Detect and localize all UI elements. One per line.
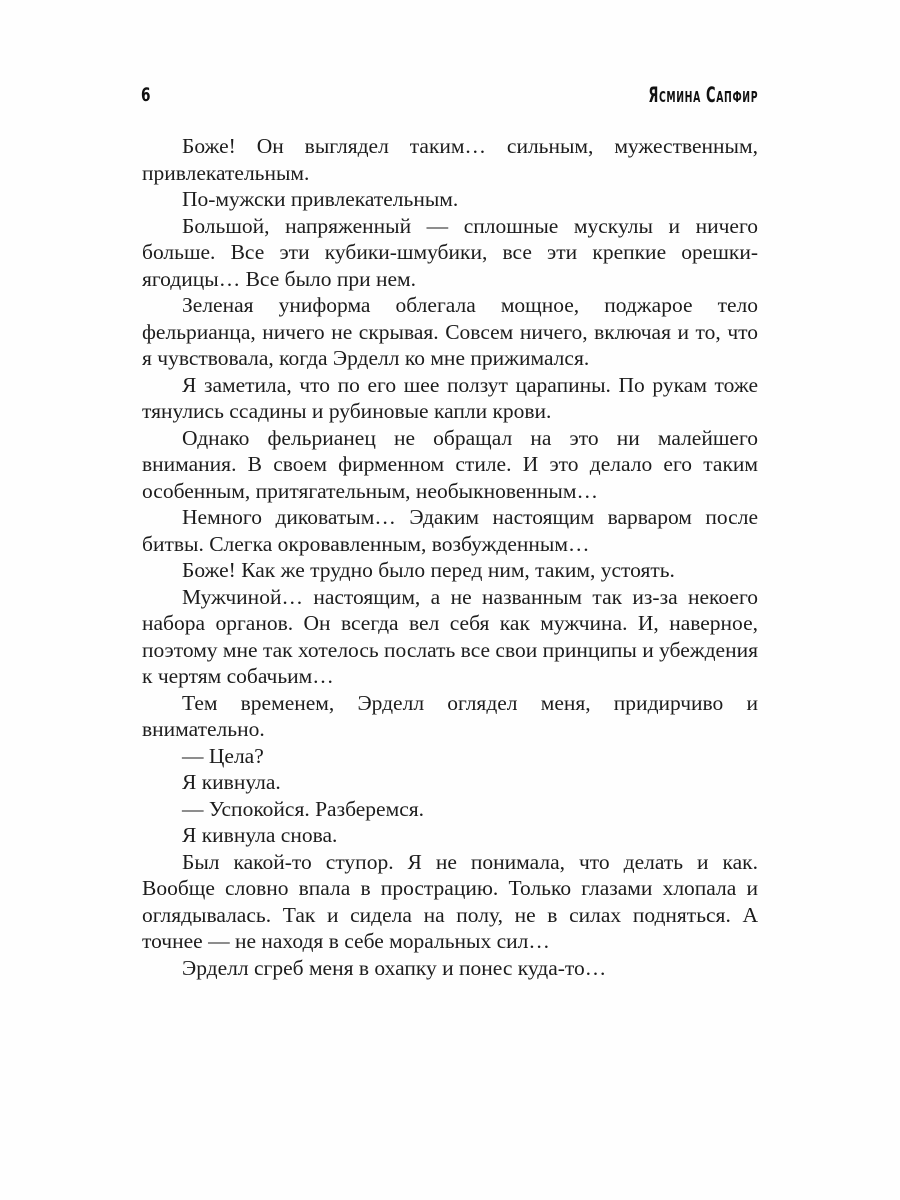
paragraph: По-мужски привлекательным. xyxy=(182,187,459,211)
paragraph: Немного диковатым… Эдаким настоящим варваром после битвы. Слегка окровавленным, возбужденным… xyxy=(142,505,758,556)
page-number: 6 xyxy=(141,84,151,106)
dialogue-line: — Цела? xyxy=(182,743,264,768)
running-head-author: Ясмина Сапфир xyxy=(648,83,758,107)
paragraph: Однако фельрианец не обращал на это ни малейшего внимания. В своем фирменном стиле. И это делало его таким особенным, притягательным, необыкновенным… xyxy=(142,425,758,503)
paragraph: Я кивнула снова. xyxy=(182,823,338,847)
body-text xyxy=(142,133,758,981)
paragraph: Большой, напряженный — сплошные мускулы и ничего больше. Все эти кубики-шмубики, все эти крепкие орешки-ягодицы… Все было при нем. xyxy=(142,213,758,291)
paragraph: Я кивнула. xyxy=(182,770,281,794)
paragraph: Эрделл сгреб меня в охапку и понес куда-то… xyxy=(182,955,607,980)
paragraph: Тем временем, Эрделл оглядел меня, придирчиво и внимательно. xyxy=(142,690,758,741)
paragraph: Боже! Как же трудно было перед ним, таким, устоять. xyxy=(182,558,675,582)
paragraph: Мужчиной… настоящим, а не названным так из-за некоего набора органов. Он всегда вел себя как мужчина. И, наверное, поэтому мне так хотелось послать все свои принципы и убеждения к чертям собачьим… xyxy=(142,584,758,688)
paragraph: Зеленая униформа облегала мощное, поджарое тело фельрианца, ничего не скрывая. Совсем ничего, включая и то, что я чувствовала, когда Эрделл ко мне прижимался. xyxy=(142,293,758,370)
paragraph: Был какой-то ступор. Я не понимала, что делать и как. Вообще словно впала в прострацию. Только глазами хлопала и оглядывалась. Так и сидела на полу, не в силах подняться. А точнее — не находя в себе моральных сил… xyxy=(142,849,758,953)
paragraph: Я заметила, что по его шее ползут царапины. По рукам тоже тянулись ссадины и рубиновые капли крови. xyxy=(142,372,758,423)
dialogue-line: — Успокойся. Разберемся. xyxy=(182,796,425,821)
paragraph: Боже! Он выглядел таким… сильным, мужественным, привлекательным. xyxy=(142,134,758,185)
